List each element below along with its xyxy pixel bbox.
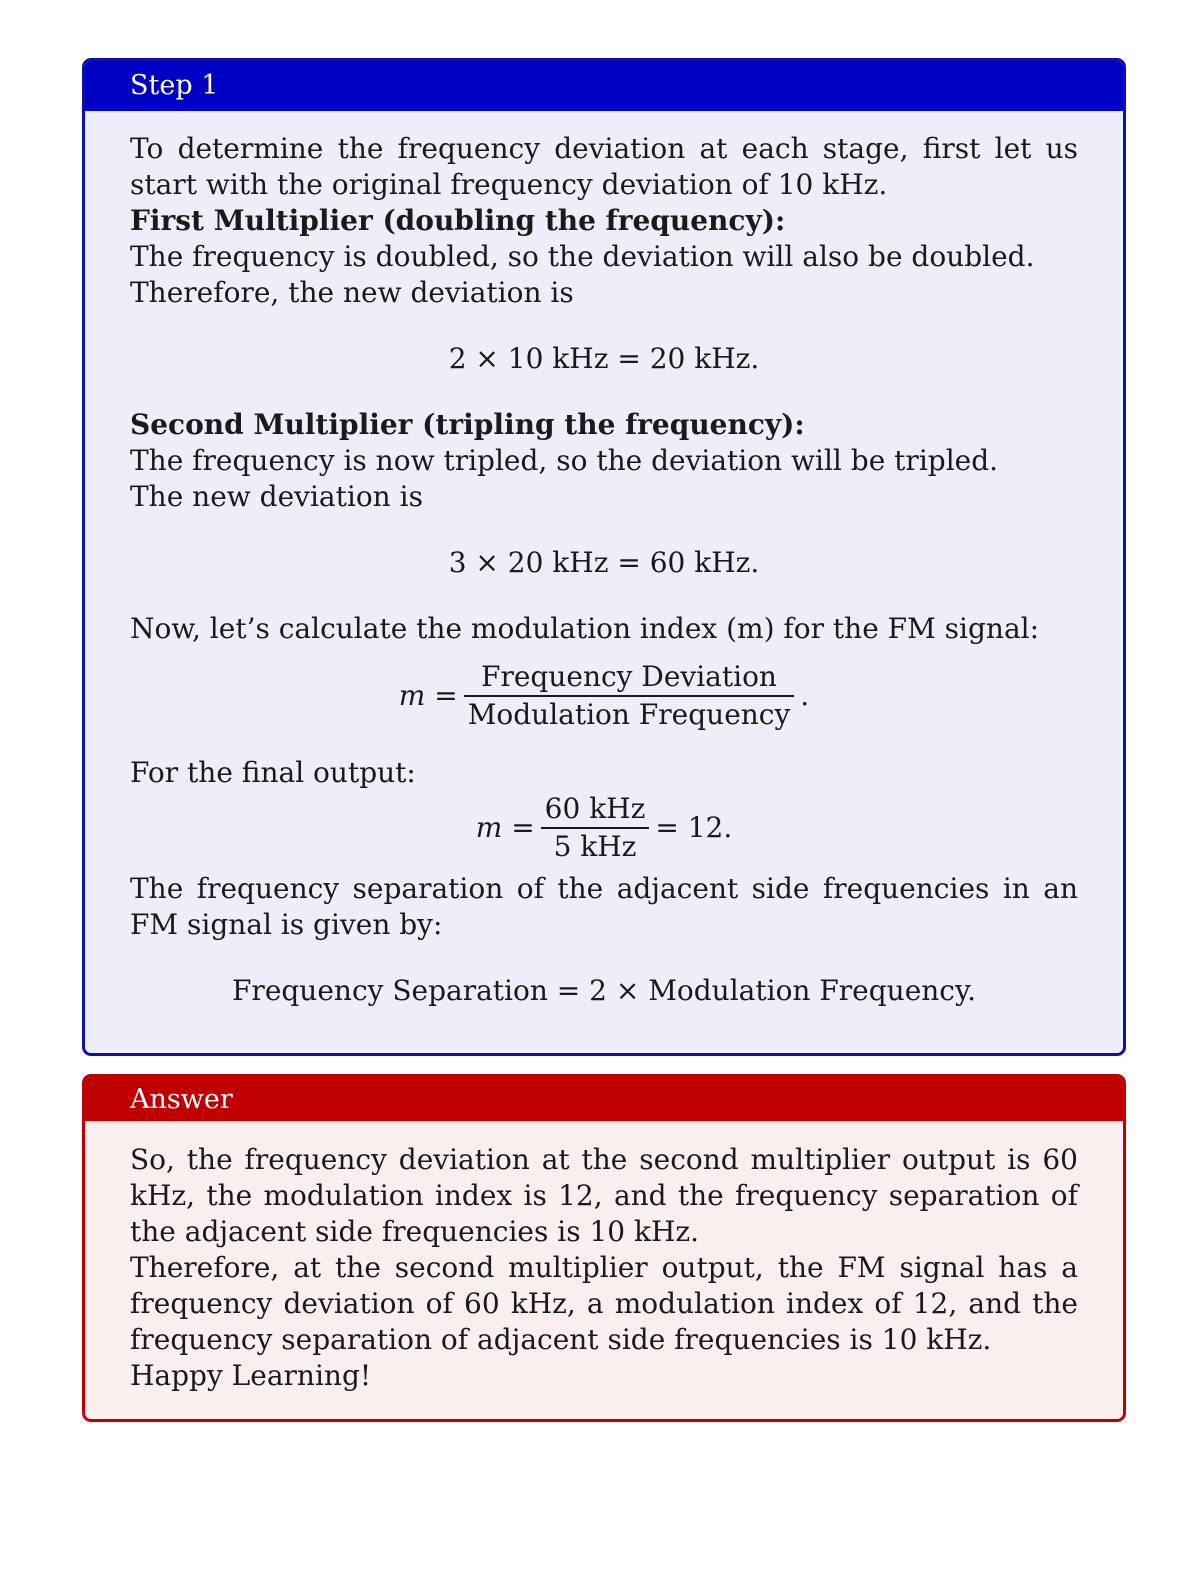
final-formula-lhs: m = xyxy=(475,811,535,844)
answer-text-3: Happy Learning! xyxy=(130,1359,372,1392)
first-multiplier-text-2: Therefore, the new deviation is xyxy=(130,276,574,309)
modulation-index-text: Now, let’s calculate the modulation index (m) for the FM signal: xyxy=(130,612,1040,645)
formula-denominator: Modulation Frequency xyxy=(467,698,791,731)
formula-lhs: m = xyxy=(398,679,458,712)
separation-equation: Frequency Separation = 2 × Modulation Frequency. xyxy=(232,974,976,1007)
first-multiplier-text: The frequency is doubled, so the deviation will also be doubled. xyxy=(130,240,1035,273)
second-multiplier-text: The frequency is now tripled, so the deviation will be tripled. xyxy=(130,444,999,477)
final-formula-tail: = 12. xyxy=(655,811,733,844)
step-box xyxy=(82,58,1126,1056)
formula-numerator: Frequency Deviation xyxy=(481,660,777,693)
first-equation: 2 × 10 kHz = 20 kHz. xyxy=(448,342,760,375)
answer-text-1: So, the frequency deviation at the second multiplier output is 60 kHz, the modulation index is 12, and the frequency separation of the adjacent side frequencies is 10 kHz. xyxy=(130,1143,1078,1248)
second-equation: 3 × 20 kHz = 60 kHz. xyxy=(448,546,760,579)
modulation-index-formula xyxy=(130,659,1078,733)
answer-title: Answer xyxy=(85,1077,1123,1121)
final-formula xyxy=(130,791,1078,865)
step-body xyxy=(85,111,1123,1009)
final-output-text: For the final output: xyxy=(130,756,416,789)
final-formula-denominator: 5 kHz xyxy=(553,830,637,863)
formula-fraction xyxy=(464,659,795,733)
intro-text: To determine the frequency deviation at each stage, first let us start with the original frequency deviation of 10 kHz. xyxy=(130,132,1078,201)
answer-box xyxy=(82,1074,1126,1422)
formula-tail: . xyxy=(800,679,810,712)
answer-text-2: Therefore, at the second multiplier output, the FM signal has a frequency deviation of 60 kHz, a modulation index of 12, and the frequency separation of adjacent side frequencies is 10 kHz. xyxy=(130,1251,1078,1356)
first-multiplier-heading: First Multiplier (doubling the frequency): xyxy=(130,204,786,237)
separation-text: The frequency separation of the adjacent side frequencies in an FM signal is given by: xyxy=(130,872,1078,941)
final-formula-numerator: 60 kHz xyxy=(544,792,646,825)
second-multiplier-text-2: The new deviation is xyxy=(130,480,423,513)
answer-body xyxy=(85,1121,1123,1394)
step-title: Step 1 xyxy=(85,61,1123,111)
final-formula-fraction xyxy=(541,791,650,865)
second-multiplier-heading: Second Multiplier (tripling the frequency): xyxy=(130,408,805,441)
